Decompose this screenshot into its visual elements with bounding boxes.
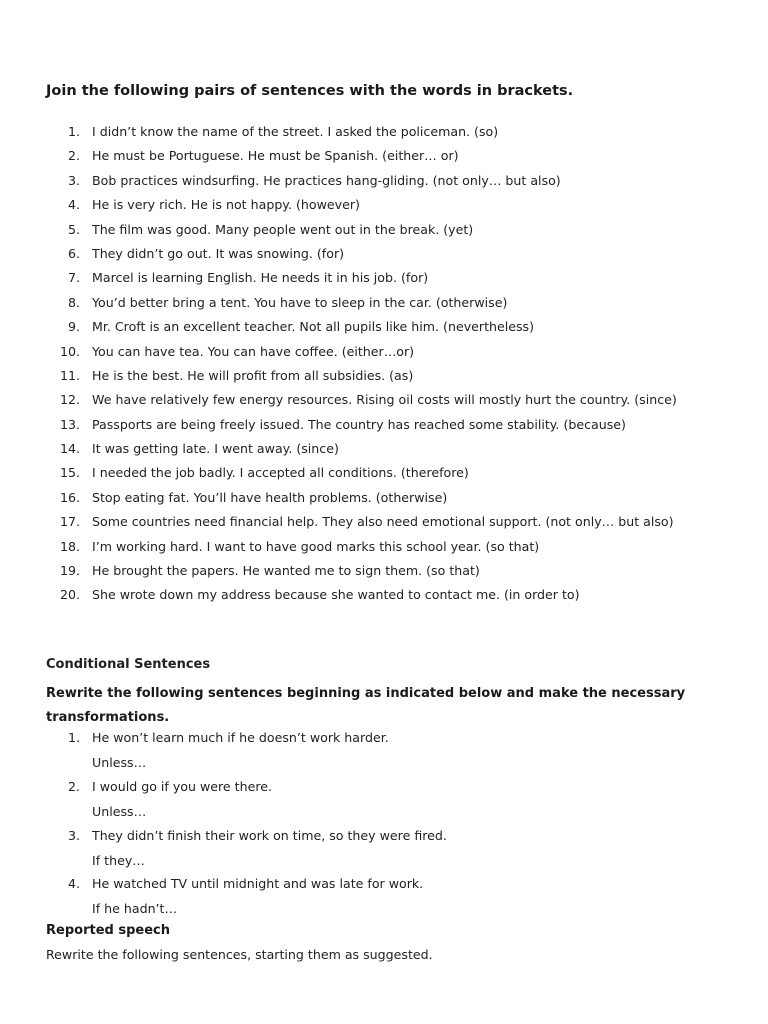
list-item [46, 415, 746, 439]
item-text: Bob practices windsurfing. He practices hang-gliding. (not only… but also) [92, 172, 561, 188]
item-number: 18. [59, 538, 80, 554]
list-item [46, 195, 746, 219]
item-text: You can have tea. You can have coffee. (either…or) [92, 343, 415, 359]
item-text: It was getting late. I went away. (since) [92, 441, 339, 457]
item-text: I didn’t know the name of the street. I asked the policeman. (so) [92, 124, 499, 139]
reported-speech-title: Reported speech [46, 923, 170, 938]
item-number: 8. [67, 294, 80, 310]
item-text: I needed the job badly. I accepted all conditions. (therefore) [92, 465, 469, 481]
item-text: Passports are being freely issued. The country has reached some stability. (because) [92, 416, 626, 432]
item-number: 14. [59, 441, 80, 457]
list-item [46, 293, 746, 317]
list-item [46, 777, 726, 826]
item-prompt: Unless… [92, 755, 147, 770]
item-number: 16. [59, 489, 80, 505]
list-item [46, 728, 726, 777]
list-item [46, 488, 746, 512]
item-text: Some countries need financial help. They also need emotional support. (not only… but also) [92, 514, 674, 530]
item-number: 13. [59, 416, 80, 432]
item-number: 19. [59, 563, 80, 579]
item-sentence: He watched TV until midnight and was late for work. [92, 876, 424, 892]
list-item [46, 512, 746, 536]
item-prompt: If he hadn’t… [92, 901, 178, 917]
item-number: 11. [59, 367, 80, 383]
item-number: 3. [67, 172, 80, 188]
list-item [46, 561, 746, 585]
list-item [46, 171, 746, 195]
item-number: 2. [67, 148, 80, 164]
item-number: 9. [67, 319, 80, 335]
list-item [46, 122, 746, 146]
item-number: 1. [67, 124, 80, 139]
item-number: 3. [67, 827, 80, 843]
list-item [46, 585, 746, 609]
list-item [46, 439, 746, 463]
list-item [46, 146, 746, 170]
item-text: The film was good. Many people went out in the break. (yet) [92, 221, 474, 237]
conditional-instruction: Rewrite the following sentences beginning as indicated below and make the necessary transformations. [46, 686, 686, 725]
item-text: She wrote down my address because she wanted to contact me. (in order to) [92, 587, 580, 603]
list-item [46, 826, 726, 875]
item-prompt: Unless… [92, 803, 147, 819]
item-number: 7. [67, 270, 80, 286]
list-item [46, 366, 746, 390]
item-text: They didn’t go out. It was snowing. (for) [92, 245, 345, 261]
item-text: Mr. Croft is an excellent teacher. Not all pupils like him. (nevertheless) [92, 319, 535, 335]
item-number: 6. [67, 245, 80, 261]
item-text: You’d better bring a tent. You have to sleep in the car. (otherwise) [92, 294, 508, 310]
item-text: I’m working hard. I want to have good marks this school year. (so that) [92, 538, 540, 554]
list-item [46, 463, 746, 487]
list-item [46, 390, 746, 414]
item-number: 10. [59, 343, 80, 359]
item-number: 12. [59, 392, 80, 408]
item-text: Stop eating fat. You’ll have health problems. (otherwise) [92, 489, 448, 505]
list-item [46, 317, 746, 341]
item-text: Marcel is learning English. He needs it in his job. (for) [92, 270, 429, 286]
list-item [46, 537, 746, 561]
item-number: 15. [59, 465, 80, 481]
item-number: 2. [67, 778, 80, 794]
list-item [46, 874, 726, 923]
item-number: 4. [67, 876, 80, 892]
item-text: He must be Portuguese. He must be Spanish. (either… or) [92, 148, 459, 164]
item-number: 20. [59, 587, 80, 603]
conditional-list [46, 728, 726, 923]
item-sentence: They didn’t finish their work on time, so they were fired. [92, 827, 447, 843]
item-number: 5. [67, 221, 80, 237]
list-item [46, 268, 746, 292]
item-number: 1. [67, 730, 80, 745]
list-item [46, 244, 746, 268]
item-number: 4. [67, 197, 80, 213]
exercise-heading: Join the following pairs of sentences with the words in brackets. [46, 83, 574, 99]
item-sentence: I would go if you were there. [92, 778, 273, 794]
item-text: He is very rich. He is not happy. (however) [92, 197, 360, 213]
list-item [46, 342, 746, 366]
item-text: He brought the papers. He wanted me to sign them. (so that) [92, 563, 480, 579]
list-item [46, 220, 746, 244]
reported-speech-instruction: Rewrite the following sentences, starting them as suggested. [46, 947, 433, 962]
item-text: We have relatively few energy resources. Rising oil costs will mostly hurt the country. (since) [92, 392, 677, 408]
join-sentences-list [46, 122, 746, 610]
item-number: 17. [59, 514, 80, 530]
item-text: He is the best. He will profit from all subsidies. (as) [92, 367, 414, 383]
item-sentence: He won’t learn much if he doesn’t work harder. [92, 730, 389, 745]
item-prompt: If they… [92, 852, 145, 868]
conditional-section-title: Conditional Sentences [46, 657, 211, 672]
